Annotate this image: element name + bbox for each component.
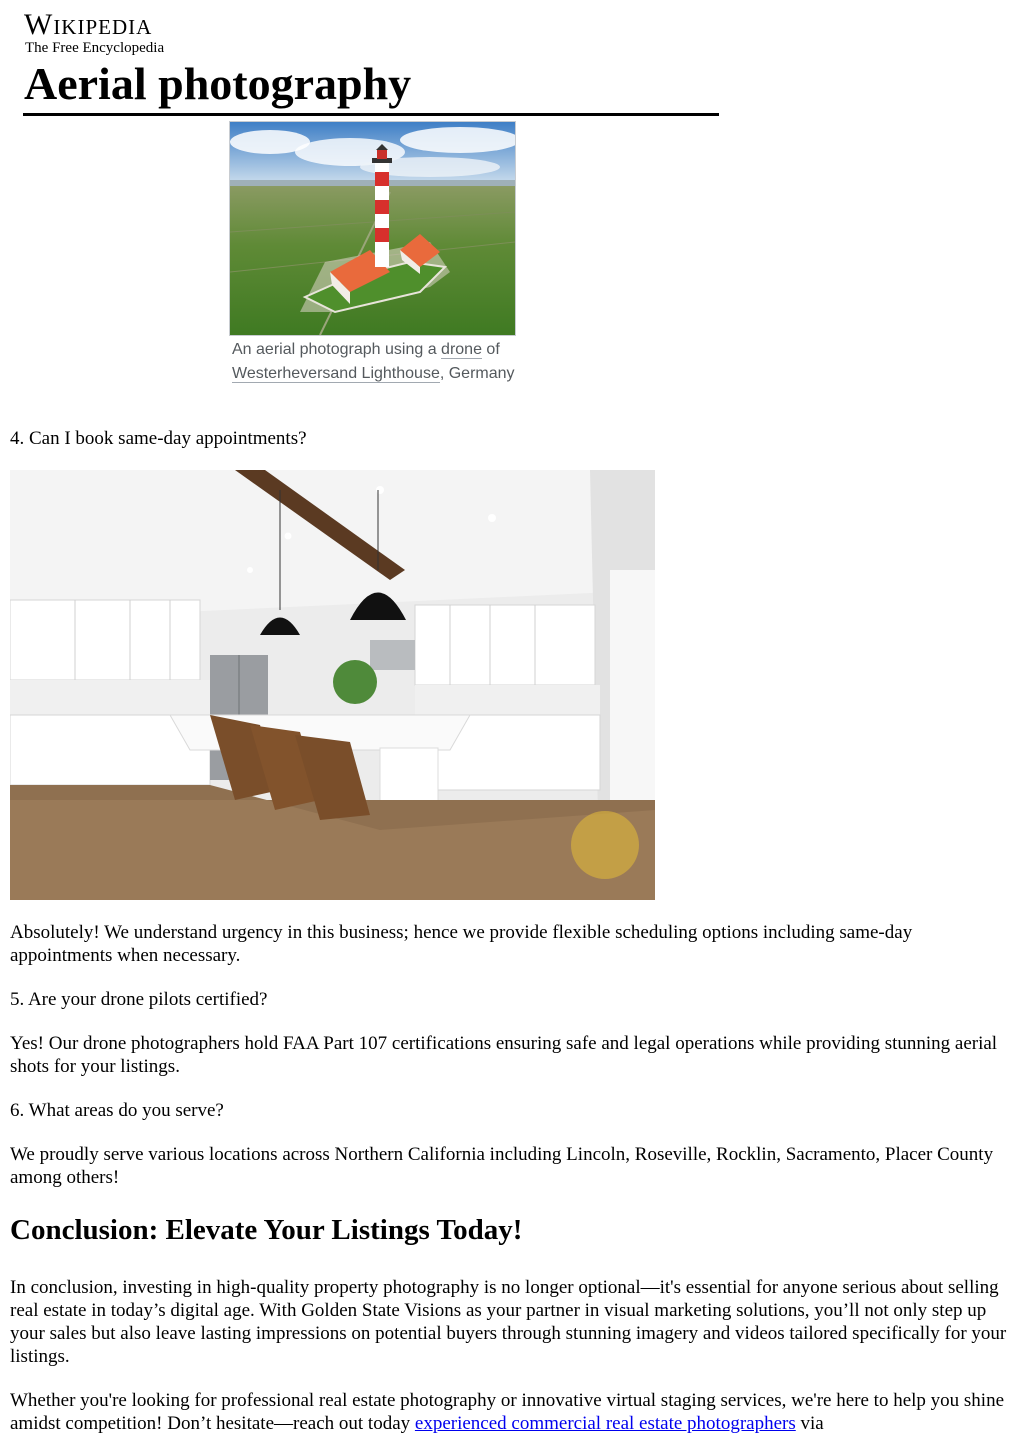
conclusion-heading: Conclusion: Elevate Your Listings Today! <box>10 1214 523 1246</box>
faq-answer-5: Yes! Our drone photographers hold FAA Part 107 certifications ensuring safe and legal operations while providing stunning aerial shots for your listings. <box>10 1033 998 1077</box>
faq-answer-6: We proudly serve various locations across Northern California including Lincoln, Roseville, Rocklin, Sacramento, Placer County among others! <box>10 1144 994 1188</box>
conclusion-paragraph-cta <box>10 1389 1018 1435</box>
paragraph-text: via <box>795 1413 824 1434</box>
page-title: Aerial photography <box>24 58 412 109</box>
faq-question-6: 6. What areas do you serve? <box>10 1100 224 1121</box>
drone-link[interactable]: drone <box>441 341 482 358</box>
logo-wordmark: Wikipedia <box>24 8 153 41</box>
kitchen-interior-photo <box>10 470 655 900</box>
westerheversand-lighthouse-link[interactable]: Westerheversand Lighthouse <box>232 365 440 382</box>
logo-tagline: The Free Encyclopedia <box>25 40 165 56</box>
wikipedia-logo[interactable] <box>24 10 164 57</box>
commercial-photographers-link[interactable]: experienced commercial real estate photographers <box>414 1413 796 1434</box>
faq-question-4: 4. Can I book same-day appointments? <box>10 428 307 449</box>
faq-answer-4: Absolutely! We understand urgency in this business; hence we provide flexible scheduling options including same-day appointments when necessary. <box>10 922 913 966</box>
conclusion-paragraph: In conclusion, investing in high-quality property photography is no longer optional—it's essential for anyone serious about selling real estate in today’s digital age. With Golden State Visions as your partner in visual marketing solutions, you’ll not only step up your sales but also leave lasting impressions on potential buyers through stunning imagery and videos tailored specifically for your listings. <box>10 1277 1007 1367</box>
caption-text: An aerial photograph using a <box>232 341 442 358</box>
caption-text: , Germany <box>439 365 515 382</box>
paragraph-text: Whether you're looking for professional real estate photography or innovative virtual staging services, we're here to help you shine amidst competition! Don’t hesitate—reach out today <box>10 1390 1005 1434</box>
lighthouse-aerial-photo[interactable] <box>229 121 516 336</box>
faq-question-5: 5. Are your drone pilots certified? <box>10 989 268 1010</box>
title-divider <box>23 113 719 116</box>
caption-text: of <box>481 341 500 358</box>
figure-caption <box>232 338 522 386</box>
